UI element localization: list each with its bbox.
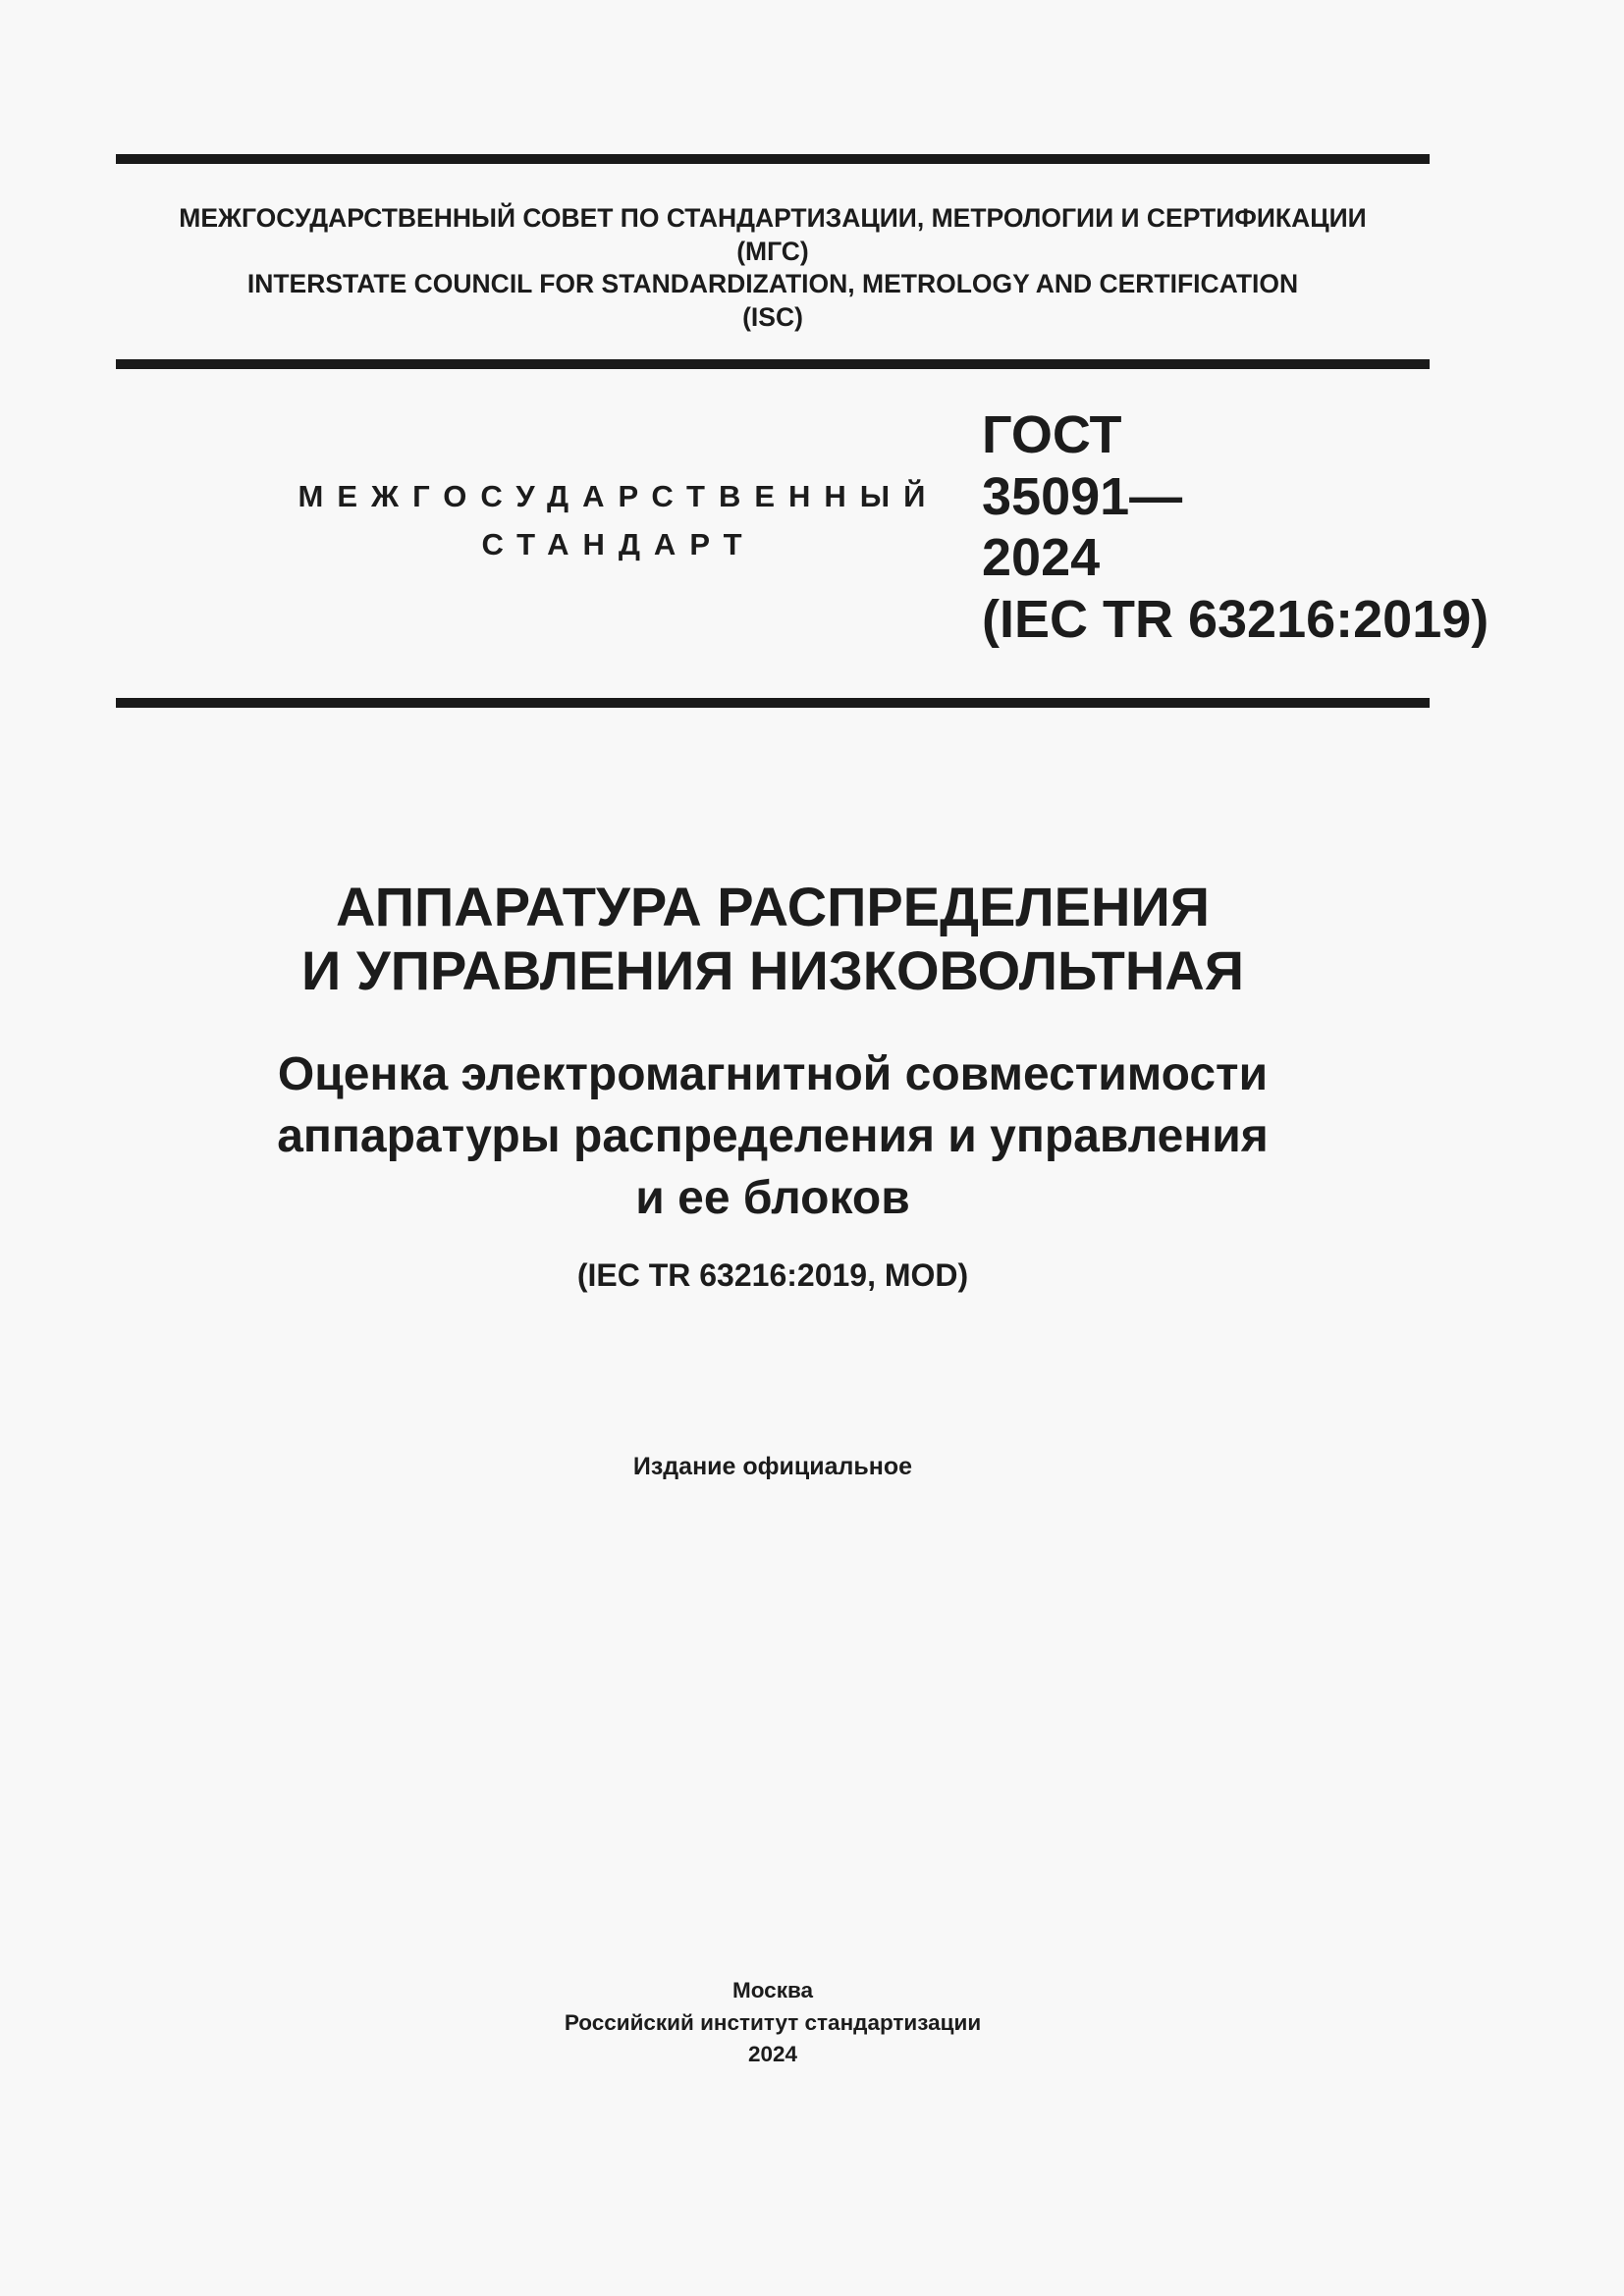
council-name-ru: МЕЖГОСУДАРСТВЕННЫЙ СОВЕТ ПО СТАНДАРТИЗАЦИИ, МЕТРОЛОГИИ И СЕРТИФИКАЦИИ bbox=[179, 203, 1367, 233]
imprint-year: 2024 bbox=[747, 2042, 798, 2066]
gost-prefix: ГОСТ bbox=[982, 405, 1122, 464]
gost-number: 35091— bbox=[982, 466, 1183, 526]
gost-designation bbox=[982, 404, 1489, 650]
top-rule bbox=[116, 154, 1430, 164]
council-abbr-ru: (МГС) bbox=[736, 236, 809, 266]
imprint-publisher: Российский институт стандартизации bbox=[564, 2009, 982, 2035]
document-subtitle bbox=[116, 1043, 1430, 1229]
subtitle-line2: аппаратуры распределения и управления bbox=[277, 1110, 1269, 1162]
title-line1: АППАРАТУРА РАСПРЕДЕЛЕНИЯ bbox=[336, 876, 1210, 937]
council-header bbox=[116, 202, 1430, 334]
standard-label-line1: МЕЖГОСУДАРСТВЕННЫЙ bbox=[298, 479, 940, 513]
designation-rule bbox=[116, 698, 1430, 708]
edition-label: Издание официальное bbox=[632, 1453, 913, 1480]
header-rule bbox=[116, 359, 1430, 369]
standard-label-line2: СТАНДАРТ bbox=[481, 527, 756, 561]
subtitle-line1: Оценка электромагнитной совместимости bbox=[277, 1048, 1269, 1100]
subtitle-line3: и ее блоков bbox=[635, 1172, 910, 1224]
council-name-en: INTERSTATE COUNCIL FOR STANDARDIZATION, METROLOGY AND CERTIFICATION bbox=[246, 269, 1299, 298]
gost-iec-reference: (IEC TR 63216:2019) bbox=[982, 589, 1489, 649]
imprint bbox=[116, 1975, 1430, 2071]
standard-type-label bbox=[295, 472, 943, 568]
imprint-city: Москва bbox=[731, 1978, 813, 2002]
title-line2: И УПРАВЛЕНИЯ НИЗКОВОЛЬТНАЯ bbox=[301, 939, 1244, 1001]
council-abbr-en: (ISC) bbox=[742, 301, 803, 332]
modification-reference: (IEC TR 63216:2019, MOD) bbox=[576, 1257, 969, 1293]
gost-year: 2024 bbox=[982, 528, 1101, 587]
document-title bbox=[116, 875, 1430, 1002]
